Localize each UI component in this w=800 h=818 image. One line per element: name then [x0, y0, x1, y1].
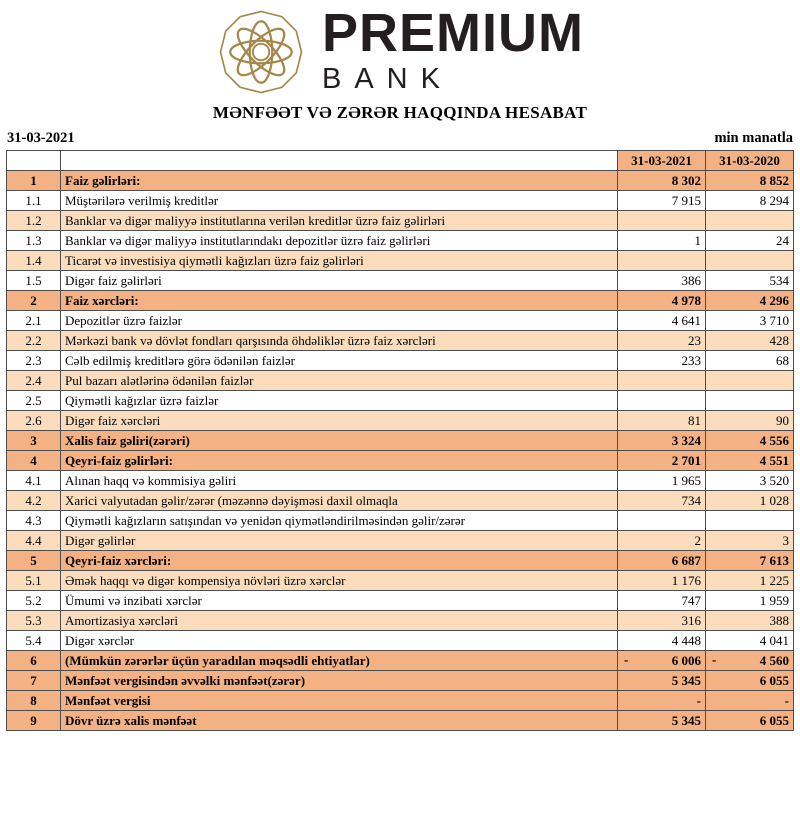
value-2021: 1 965: [618, 471, 706, 491]
row-label: Əmək haqqı və digər kompensiya növləri üzrə xərclər: [61, 571, 618, 591]
row-number: 1.4: [7, 251, 61, 271]
row-label: Banklar və digər maliyyə institutlarındakı depozitlər üzrə faiz gəlirləri: [61, 231, 618, 251]
header-col-2021: 31-03-2021: [618, 151, 706, 171]
table-row: [7, 431, 794, 451]
row-label: Ticarət və investisiya qiymətli kağızları üzrə faiz gəlirləri: [61, 251, 618, 271]
row-number: 4.2: [7, 491, 61, 511]
table-row: [7, 451, 794, 471]
negative-sign: -: [712, 652, 717, 667]
row-label: Digər xərclər: [61, 631, 618, 651]
row-label: Mənfəət vergisi: [61, 691, 618, 711]
table-row: [7, 251, 794, 271]
value-2020: [706, 371, 794, 391]
value-2021: 386: [618, 271, 706, 291]
row-label: Amortizasiya xərcləri: [61, 611, 618, 631]
value-2021: 316: [618, 611, 706, 631]
value-2020: 4 551: [706, 451, 794, 471]
table-row: [7, 411, 794, 431]
value-2021: 3 324: [618, 431, 706, 451]
value-2020: 4 556: [706, 431, 794, 451]
value-2020: 1 225: [706, 571, 794, 591]
table-row: [7, 471, 794, 491]
value-2020: 3: [706, 531, 794, 551]
value-2021: [618, 511, 706, 531]
value-2021: 5 345: [618, 671, 706, 691]
value-2020: 8 294: [706, 191, 794, 211]
row-number: 1.3: [7, 231, 61, 251]
header-blank-num-cell: [7, 151, 61, 171]
table-row: [7, 511, 794, 531]
value-2020: 7 613: [706, 551, 794, 571]
value-2021: 6 687: [618, 551, 706, 571]
value-2020: 24: [706, 231, 794, 251]
row-number: 5: [7, 551, 61, 571]
value-2021: 1 176: [618, 571, 706, 591]
row-label: Digər faiz xərcləri: [61, 411, 618, 431]
value-2020: 8 852: [706, 171, 794, 191]
value-2021: 4 641: [618, 311, 706, 331]
row-label: Qiymətli kağızlar üzrə faizlər: [61, 391, 618, 411]
row-label: Faiz xərcləri:: [61, 291, 618, 311]
table-row: [7, 551, 794, 571]
row-label: Cəlb edilmiş kreditlərə görə ödənilən faizlər: [61, 351, 618, 371]
value-2021: 7 915: [618, 191, 706, 211]
negative-value: 4 560: [759, 652, 789, 668]
value-2020: 6 055: [706, 711, 794, 731]
row-number: 8: [7, 691, 61, 711]
value-2020: 3 520: [706, 471, 794, 491]
row-number: 1.5: [7, 271, 61, 291]
row-label: Faiz gəlirləri:: [61, 171, 618, 191]
value-2021: 747: [618, 591, 706, 611]
report-meta-row: [7, 130, 793, 147]
value-2020: 3 710: [706, 311, 794, 331]
brand-wordmark: [322, 3, 584, 95]
brand-name-bank: BANK: [322, 62, 453, 95]
value-2020: 4 296: [706, 291, 794, 311]
row-number: 4.1: [7, 471, 61, 491]
profit-loss-table: [6, 150, 794, 731]
row-number: 4.3: [7, 511, 61, 531]
value-2021: 4 978: [618, 291, 706, 311]
table-row: [7, 711, 794, 731]
table-row: [7, 491, 794, 511]
value-2021: [618, 391, 706, 411]
value-2020: 4 041: [706, 631, 794, 651]
value-2021: 1: [618, 231, 706, 251]
row-label: Pul bazarı alətlərinə ödənilən faizlər: [61, 371, 618, 391]
value-2020: [706, 391, 794, 411]
value-2021: 8 302: [618, 171, 706, 191]
row-label: Ümumi və inzibati xərclər: [61, 591, 618, 611]
row-label: Alınan haqq və kommisiya gəliri: [61, 471, 618, 491]
row-number: 5.3: [7, 611, 61, 631]
row-number: 4.4: [7, 531, 61, 551]
row-label: Dövr üzrə xalis mənfəət: [61, 711, 618, 731]
table-row: [7, 311, 794, 331]
row-label: Müştərilərə verilmiş kreditlər: [61, 191, 618, 211]
value-2021: 23: [618, 331, 706, 351]
value-2021: 4 448: [618, 631, 706, 651]
row-label: Mənfəət vergisindən əvvəlki mənfəət(zərər): [61, 671, 618, 691]
row-label: Qiymətli kağızların satışından və yenidən qiymətləndirilməsindən gəlir/zərər: [61, 511, 618, 531]
row-number: 9: [7, 711, 61, 731]
report-date: 31-03-2021: [7, 130, 75, 146]
row-number: 5.4: [7, 631, 61, 651]
table-row: [7, 631, 794, 651]
value-2021: [618, 211, 706, 231]
value-2021: [618, 251, 706, 271]
row-label: Xarici valyutadan gəlir/zərər (məzənnə dəyişməsi daxil olmaqla: [61, 491, 618, 511]
table-row: [7, 231, 794, 251]
row-number: 1: [7, 171, 61, 191]
table-row: [7, 331, 794, 351]
row-number: 2.1: [7, 311, 61, 331]
value-2020: 1 028: [706, 491, 794, 511]
table-row: [7, 191, 794, 211]
value-2020: 90: [706, 411, 794, 431]
table-row: [7, 351, 794, 371]
row-number: 4: [7, 451, 61, 471]
table-row: [7, 371, 794, 391]
value-2020: [706, 511, 794, 531]
row-label: Qeyri-faiz gəlirləri:: [61, 451, 618, 471]
row-label: Digər gəlirlər: [61, 531, 618, 551]
row-number: 2.4: [7, 371, 61, 391]
header-col-2020: 31-03-2020: [706, 151, 794, 171]
table-row: [7, 691, 794, 711]
row-label: Mərkəzi bank və dövlət fondları qarşısında öhdəliklər üzrə faiz xərcləri: [61, 331, 618, 351]
row-number: 5.2: [7, 591, 61, 611]
value-2021: 5 345: [618, 711, 706, 731]
table-row: [7, 651, 794, 671]
brand-header: [6, 4, 794, 98]
table-row: [7, 211, 794, 231]
value-2020: [706, 251, 794, 271]
row-number: 2.5: [7, 391, 61, 411]
row-number: 6: [7, 651, 61, 671]
value-2020: 1 959: [706, 591, 794, 611]
value-2020: -: [706, 691, 794, 711]
row-number: 2.6: [7, 411, 61, 431]
report-title: MƏNFƏƏT VƏ ZƏRƏR HAQQINDA HESABAT: [212, 103, 588, 122]
value-2021: 734: [618, 491, 706, 511]
value-2021: 233: [618, 351, 706, 371]
row-number: 2: [7, 291, 61, 311]
profit-loss-table-body: [7, 171, 794, 731]
table-row: [7, 391, 794, 411]
row-number: 5.1: [7, 571, 61, 591]
negative-sign: -: [624, 652, 629, 667]
row-label: Qeyri-faiz xərcləri:: [61, 551, 618, 571]
row-number: 3: [7, 431, 61, 451]
value-2020: 534: [706, 271, 794, 291]
negative-value: 6 006: [671, 652, 701, 668]
value-2021: [618, 651, 706, 671]
table-row: [7, 591, 794, 611]
table-row: [7, 171, 794, 191]
table-header-row: [7, 151, 794, 171]
premium-bank-knot-logo-icon: [216, 7, 306, 97]
table-row: [7, 571, 794, 591]
row-label: (Mümkün zərərlər üçün yaradılan məqsədli ehtiyatlar): [61, 651, 618, 671]
value-2020: 68: [706, 351, 794, 371]
table-row: [7, 611, 794, 631]
value-2021: -: [618, 691, 706, 711]
table-row: [7, 671, 794, 691]
value-2021: 2: [618, 531, 706, 551]
row-label: Depozitlər üzrə faizlər: [61, 311, 618, 331]
value-2020: 428: [706, 331, 794, 351]
brand-name-premium: PREMIUM: [322, 3, 584, 64]
row-label: Banklar və digər maliyyə institutlarına verilən kreditlər üzrə faiz gəlirləri: [61, 211, 618, 231]
value-2021: 81: [618, 411, 706, 431]
row-number: 7: [7, 671, 61, 691]
value-2020: [706, 651, 794, 671]
table-row: [7, 291, 794, 311]
row-number: 2.2: [7, 331, 61, 351]
value-2020: [706, 211, 794, 231]
table-row: [7, 531, 794, 551]
row-number: 1.2: [7, 211, 61, 231]
row-number: 1.1: [7, 191, 61, 211]
value-2020: 388: [706, 611, 794, 631]
value-2021: 2 701: [618, 451, 706, 471]
row-number: 2.3: [7, 351, 61, 371]
header-blank-desc-cell: [61, 151, 618, 171]
value-2021: [618, 371, 706, 391]
report-unit-note: min manatla: [714, 130, 793, 146]
value-2020: 6 055: [706, 671, 794, 691]
row-label: Digər faiz gəlirləri: [61, 271, 618, 291]
table-row: [7, 271, 794, 291]
row-label: Xalis faiz gəliri(zərəri): [61, 431, 618, 451]
